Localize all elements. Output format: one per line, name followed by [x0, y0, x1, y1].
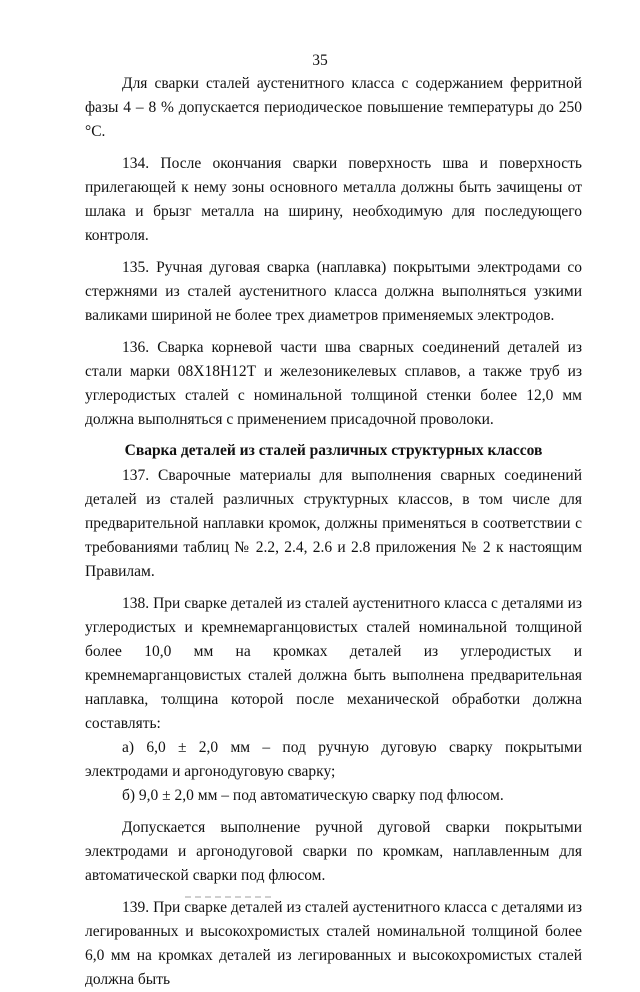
paragraph-137: 137. Сварочные материалы для выполнения сварных соединений деталей из сталей различных структурных классов, в том числе для предварительной наплавки кромок, должны применяться в соответствии с требованиями таблиц № 2.2, 2.4, 2.6 и 2.8 приложения № 2 к настоящим Правилам.	[85, 467, 582, 580]
paragraph-austenitic-ferrite: Для сварки сталей аустенитного класса с содержанием ферритной фазы 4 – 8 % допускается периодическое повышение температуры до 250 °С.	[85, 75, 582, 140]
list-item-a: а) 6,0 ± 2,0 мм – под ручную дуговую сварку покрытыми электродами и аргонодуговую сварку;	[85, 739, 582, 780]
paragraph-134: 134. После окончания сварки поверхность шва и поверхность прилегающей к нему зоны основного металла должны быть зачищены от шлака и брызг металла на ширину, необходимую для последующего контроля.	[85, 155, 582, 244]
scan-artifact-line	[185, 896, 275, 898]
paragraph-138: 138. При сварке деталей из сталей аустенитного класса с деталями из углеродистых и кремнемарганцовистых сталей номинальной толщиной более 10,0 мм на кромках деталей из углеродистых и кремнемарганцовистых сталей должна быть выполнена предварительная наплавка, толщина которой после механической обработки должна составлять:	[85, 595, 582, 732]
list-item-b: б) 9,0 ± 2,0 мм – под автоматическую сварку под флюсом.	[122, 787, 504, 804]
document-body	[85, 72, 582, 992]
paragraph-allowed-welding: Допускается выполнение ручной дуговой сварки покрытыми электродами и аргонодуговой сварки по кромкам, наплавленным для автоматической сварки под флюсом.	[85, 819, 582, 884]
paragraph-135: 135. Ручная дуговая сварка (наплавка) покрытыми электродами со стержнями из сталей аустенитного класса должна выполняться узкими валиками шириной не более трех диаметров применяемых электродов.	[85, 259, 582, 324]
paragraph-136: 136. Сварка корневой части шва сварных соединений деталей из стали марки 08Х18Н12Т и железоникелевых сплавов, а также труб из углеродистых сталей с номинальной толщиной стенки более 12,0 мм должна выполняться с применением присадочной проволоки.	[85, 339, 582, 428]
section-heading: Сварка деталей из сталей различных структурных классов	[124, 442, 543, 459]
page-number: 35	[312, 52, 328, 69]
paragraph-139: 139. При сварке деталей из сталей аустенитного класса с деталями из легированных и высокохромистых сталей номинальной толщиной более 6,0 мм на кромках деталей из легированных и высокохромистых сталей должна быть	[85, 899, 582, 988]
